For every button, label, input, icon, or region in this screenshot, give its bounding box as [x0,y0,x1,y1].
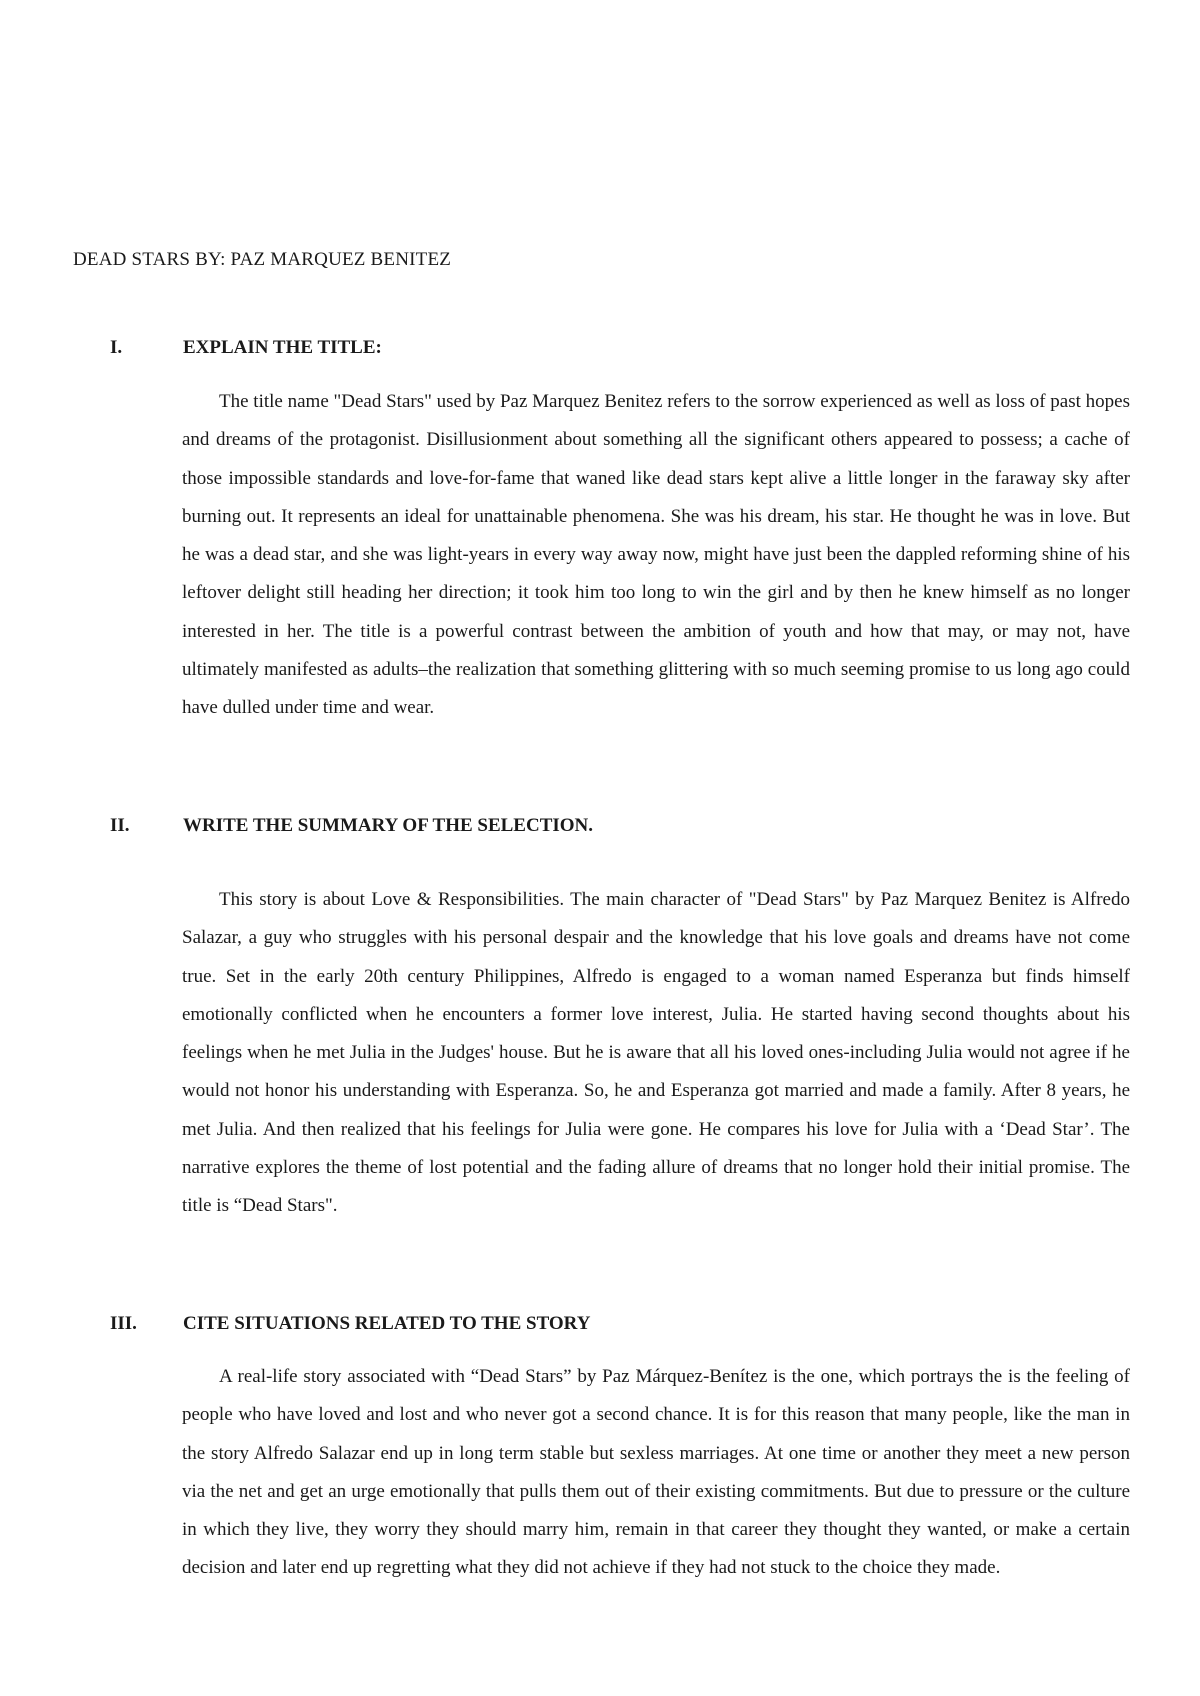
section-heading-explain-title [110,337,382,359]
section-number: III. [110,1313,137,1334]
section-body-explain-title: The title name "Dead Stars" used by Paz Marquez Benitez refers to the sorrow experienced as well as loss of past hopes and dreams of the protagonist. Disillusionment about something all the significant others appeared to possess; a cache of those impossible standards and love-for-fame that waned like dead stars kept alive a little longer in the faraway sky after burning out. It represents an ideal for unattainable phenomena. She was his dream, his star. He thought he was in love. But he was a dead star, and she was light-years in every way away now, might have just been the dappled reforming shine of his leftover delight still heading her direction; it took him too long to win the girl and by then he knew himself as no longer interested in her. The title is a powerful contrast between the ambition of youth and how that may, or may not, have ultimately manifested as adults–the realization that something glittering with so much seeming promise to us long ago could have dulled under time and wear. [182,391,1130,719]
section-body-summary: This story is about Love & Responsibilities. The main character of "Dead Stars" by Paz Marquez Benitez is Alfredo Salazar, a guy who struggles with his personal despair and the knowledge that his love goals and dreams have not come true. Set in the early 20th century Philippines, Alfredo is engaged to a woman named Esperanza but finds himself emotionally conflicted when he encounters a former love interest, Julia. He started having second thoughts about his feelings when he met Julia in the Judges' house. But he is aware that all his loved ones-including Julia would not agree if he would not honor his understanding with Esperanza. So, he and Esperanza got married and made a family. After 8 years, he met Julia. And then realized that his feelings for Julia were gone. He compares his love for Julia with a ‘Dead Star’. The narrative explores the theme of lost potential and the fading allure of dreams that no longer hold their initial promise. The title is “Dead Stars". [182,889,1130,1217]
section-number: II. [110,815,130,836]
document-title: DEAD STARS BY: PAZ MARQUEZ BENITEZ [73,249,452,270]
section-body-situations: A real-life story associated with “Dead Stars” by Paz Márquez-Benítez is the one, which portrays the is the feeling of people who have loved and lost and who never got a second chance. It is for this reason that many people, like the man in the story Alfredo Salazar end up in long term stable but sexless marriages. At one time or another they meet a new person via the net and get an urge emotionally that pulls them out of their existing commitments. But due to pressure or the culture in which they live, they worry they should marry him, remain in that career they thought they wanted, or make a certain decision and later end up regretting what they did not achieve if they had not stuck to the choice they made. [182,1366,1130,1579]
section-number: I. [110,337,123,358]
section-heading-text: CITE SITUATIONS RELATED TO THE STORY [183,1313,591,1334]
section-heading-situations [110,1313,590,1335]
section-heading-text: WRITE THE SUMMARY OF THE SELECTION. [183,815,594,836]
section-heading-summary [110,815,593,837]
section-heading-text: EXPLAIN THE TITLE: [183,337,382,358]
